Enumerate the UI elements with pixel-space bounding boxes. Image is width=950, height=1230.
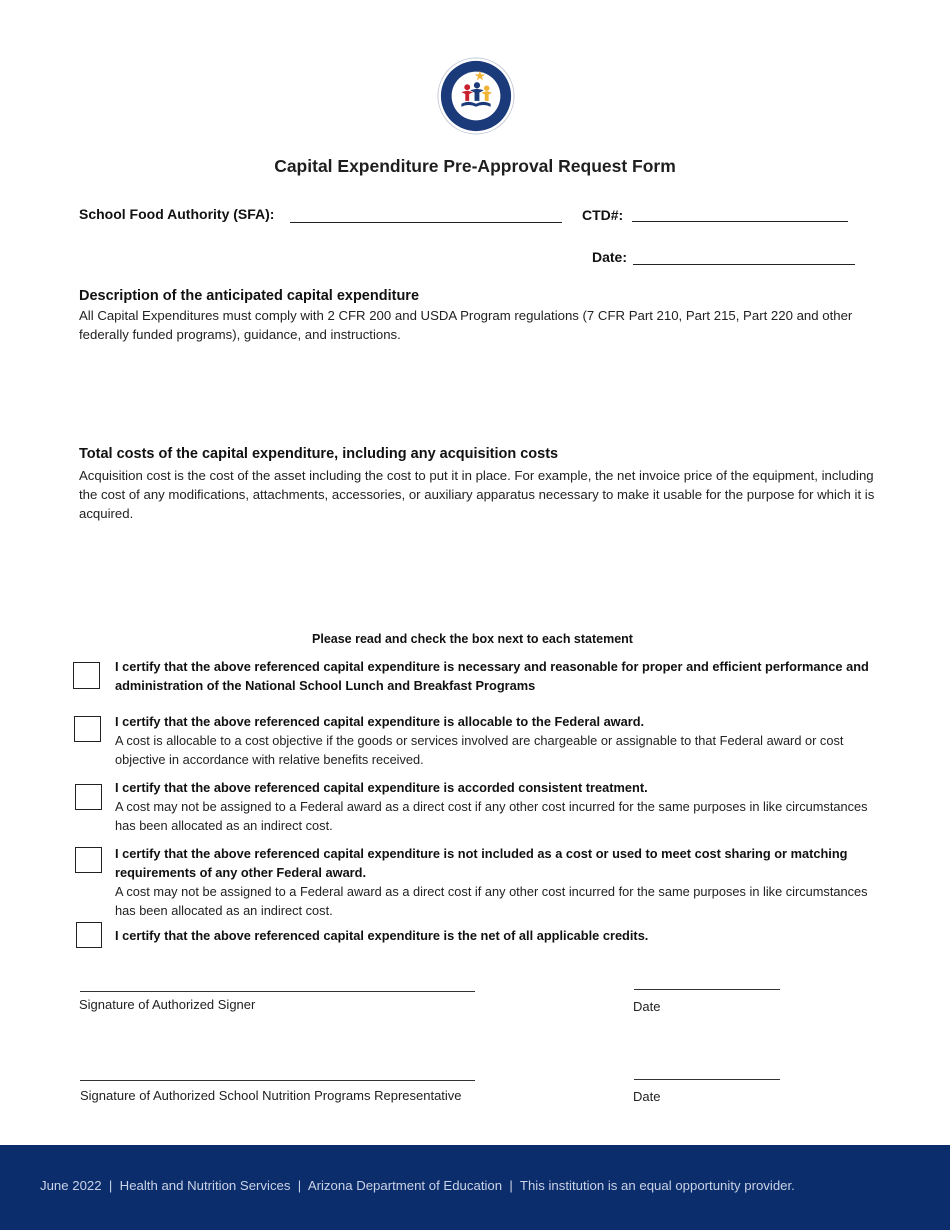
sfa-input-line[interactable]	[290, 222, 562, 223]
signer-date-label: Date	[633, 999, 661, 1014]
certification-statement: I certify that the above referenced capital expenditure is allocable to the Federal award.	[115, 714, 645, 729]
footer-text: June 2022 | Health and Nutrition Services | Arizona Department of Education | This institution is an equal opportunity provider.	[40, 1178, 795, 1193]
certification-statement: I certify that the above referenced capital expenditure is accorded consistent treatment.	[115, 780, 648, 795]
date-label: Date:	[592, 249, 628, 265]
certification-item	[115, 926, 890, 945]
ade-seal-logo	[437, 57, 515, 135]
certification-item	[115, 778, 890, 835]
rep-signature-line[interactable]	[80, 1080, 475, 1081]
ctd-input-line[interactable]	[632, 221, 848, 222]
certification-detail: A cost may not be assigned to a Federal award as a direct cost if any other cost incurred for the same purposes in like circumstances has been allocated as an indirect cost.	[115, 884, 868, 918]
certification-item	[115, 844, 885, 920]
certification-item	[115, 657, 890, 695]
costs-body: Acquisition cost is the cost of the asset including the cost to put it in place. For example, the net invoice price of the equipment, including the cost of any modifications, attachments, accessories, or auxiliary apparatus necessary to make it usable for the purpose for which it is acquired.	[79, 468, 875, 521]
certification-item	[115, 712, 890, 769]
signer-date-line[interactable]	[634, 989, 780, 990]
certification-detail: A cost is allocable to a cost objective if the goods or services involved are chargeable or assignable to that Federal award or cost objective in accordance with relative benefits received.	[115, 733, 844, 767]
certify-consistent-checkbox[interactable]	[75, 784, 102, 810]
description-entry-area[interactable]	[79, 348, 869, 428]
certification-statement: I certify that the above referenced capital expenditure is the net of all applicable credits.	[115, 928, 649, 943]
signer-signature-line[interactable]	[80, 991, 475, 992]
certify-allocable-checkbox[interactable]	[74, 716, 101, 742]
costs-heading: Total costs of the capital expenditure, including any acquisition costs	[79, 446, 559, 462]
certification-detail: A cost may not be assigned to a Federal award as a direct cost if any other cost incurred for the same purposes in like circumstances has been allocated as an indirect cost.	[115, 799, 868, 833]
certification-statement: I certify that the above referenced capital expenditure is not included as a cost or used to meet cost sharing or matching requirements of any other Federal award.	[115, 846, 848, 880]
sfa-label: School Food Authority (SFA):	[79, 206, 275, 222]
rep-signature-label: Signature of Authorized School Nutrition Programs Representative	[80, 1088, 462, 1103]
costs-entry-area[interactable]	[79, 526, 869, 616]
certification-instruction: Please read and check the box next to each statement	[312, 632, 633, 646]
certification-statement: I certify that the above referenced capital expenditure is necessary and reasonable for proper and efficient performance and administration of the National School Lunch and Breakfast Programs	[115, 659, 869, 693]
description-heading: Description of the anticipated capital expenditure	[79, 288, 420, 304]
certify-necessary-checkbox[interactable]	[73, 662, 100, 689]
description-body: All Capital Expenditures must comply with 2 CFR 200 and USDA Program regulations (7 CFR Part 210, Part 215, Part 220 and other federally funded programs), guidance, and instructions.	[79, 308, 853, 342]
ctd-label: CTD#:	[582, 207, 624, 223]
form-title: Capital Expenditure Pre-Approval Request Form	[274, 156, 676, 176]
certify-net-credits-checkbox[interactable]	[76, 922, 102, 948]
rep-date-line[interactable]	[634, 1079, 780, 1080]
certify-not-cost-sharing-checkbox[interactable]	[75, 847, 102, 873]
signer-signature-label: Signature of Authorized Signer	[79, 997, 256, 1012]
date-input-line[interactable]	[633, 264, 855, 265]
rep-date-label: Date	[633, 1089, 661, 1104]
